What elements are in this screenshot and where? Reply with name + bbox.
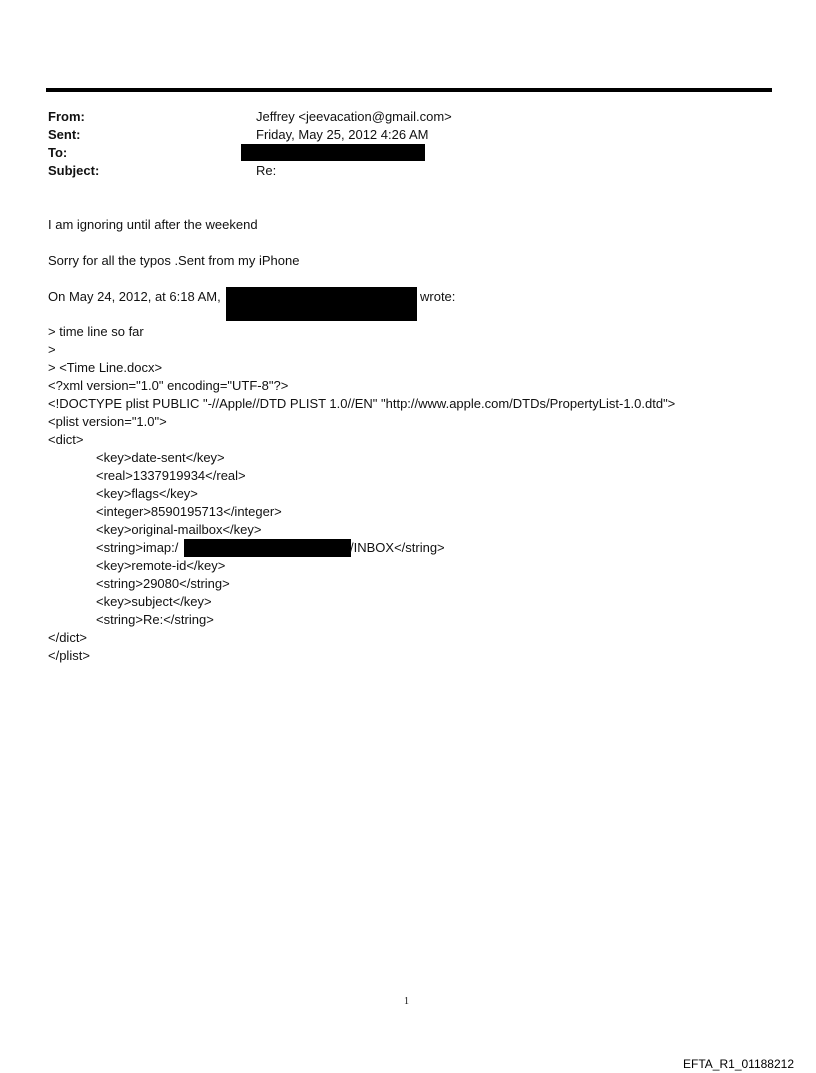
subject-value: Re: (256, 163, 277, 178)
xml-line-6: </plist> (48, 648, 90, 663)
plist-key-date-sent: <key>date-sent</key> (96, 450, 225, 465)
body-line-2: Sorry for all the typos .Sent from my iPhone (48, 253, 300, 268)
body-line-1: I am ignoring until after the weekend (48, 217, 258, 232)
mailbox-redaction (184, 539, 351, 557)
xml-line-4: <dict> (48, 432, 84, 447)
plist-real: <real>1337919934</real> (96, 468, 246, 483)
plist-key-remote-id: <key>remote-id</key> (96, 558, 226, 573)
quote-intro: On May 24, 2012, at 6:18 AM, (48, 289, 221, 304)
plist-string-id: <string>29080</string> (96, 576, 230, 591)
page-number: 1 (404, 996, 409, 1007)
plist-integer: <integer>8590195713</integer> (96, 504, 282, 519)
xml-line-5: </dict> (48, 630, 88, 645)
sent-label: Sent: (48, 127, 81, 142)
to-label: To: (48, 145, 68, 160)
sender-redaction (226, 287, 417, 321)
plist-key-flags: <key>flags</key> (96, 486, 198, 501)
plist-key-subject: <key>subject</key> (96, 594, 212, 609)
xml-line-3: <plist version="1.0"> (48, 414, 167, 429)
xml-line-2: <!DOCTYPE plist PUBLIC "-//Apple//DTD PLIST 1.0//EN" "http://www.apple.com/DTDs/PropertyList-1.0.dtd"> (48, 396, 676, 411)
plist-key-mailbox: <key>original-mailbox</key> (96, 522, 262, 537)
subject-label: Subject: (48, 163, 100, 178)
quote-line-2: > (48, 342, 56, 357)
to-redaction (241, 144, 425, 161)
quote-intro-wrote: wrote: (420, 289, 456, 304)
sent-value: Friday, May 25, 2012 4:26 AM (256, 127, 429, 142)
quote-line-3: > <Time Line.docx> (48, 360, 163, 375)
header-rule (46, 88, 772, 92)
xml-line-1: <?xml version="1.0" encoding="UTF-8"?> (48, 378, 289, 393)
plist-string-subject: <string>Re:</string> (96, 612, 214, 627)
from-label: From: (48, 109, 85, 124)
bates-number: EFTA_R1_01188212 (683, 1057, 794, 1071)
plist-string-imap: <string>imap:/ (96, 540, 179, 555)
plist-string-inbox: /INBOX</string> (350, 540, 445, 555)
from-value: Jeffrey <jeevacation@gmail.com> (256, 109, 452, 124)
quote-line-1: > time line so far (48, 324, 144, 339)
